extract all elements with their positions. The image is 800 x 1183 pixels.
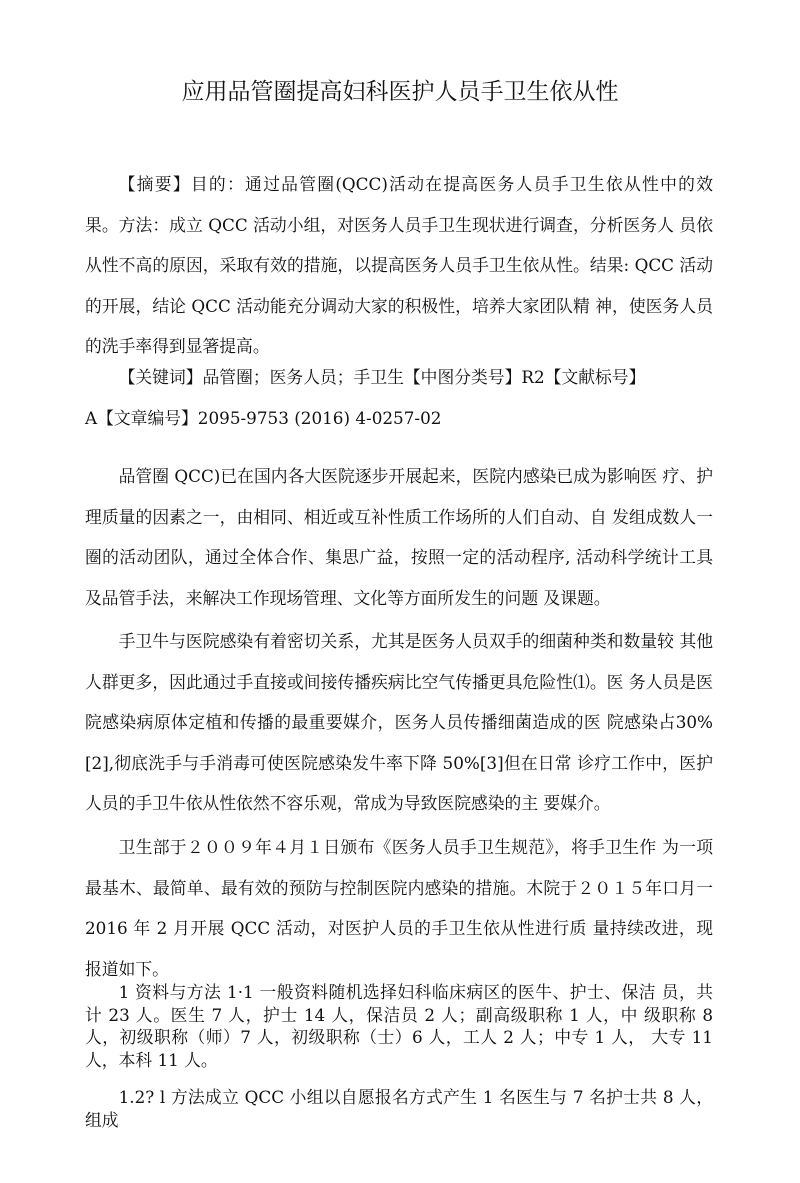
section-1-2-paragraph: 1.2? l 方法成立 QCC 小组以自愿报名方式产生 1 名医生与 7 名护士共 8 人，组成 [85, 1087, 713, 1130]
body-paragraph: 卫生部于２００９年４月１日颁布《医务人员手卫生规范》，将手卫生作 为一项最基木、最简单、最有效的预防与控制医院内感染的措施。木院于２０１５年口月一2016 年 2 月开展 QCC 活动，对医护人员的手卫生依从性进行质 量持续改进，现报道如下。 [85, 837, 713, 979]
section-1-paragraph: 1 资料与方法 1·1 一般资料随机选择妇科临床病区的医牛、护士、保洁 员，共计 23 人。医生 7 人，护士 14 人，保洁员 2 人；副高级职称 1 人，中 级职称 8 人，初级职称（师）7 人，初级职称（士）6 人，工人 2 人；中专 1 人， 大专 11 人，本科 11 人。 [85, 982, 713, 1070]
body-paragraph: 手卫牛与医院感染有着密切关系，尤其是医务人员双手的细菌种类和数量较 其他人群更多，因此通过手直接或间接传播疾病比空气传播更具危险性⑴。医 务人员是医院感染病原体定植和传播的最重要媒介，医务人员传播细菌造成的医 院感染占30%[2],彻底洗手与手消毒可使医院感染发牛率下降 50%[3]但在日常 诊疗工作中，医护人员的手卫牛依从性依然不容乐观，常成为导致医院感染的主 要媒介。 [85, 631, 713, 813]
keywords-line: 【关键词】品管圈；医务人员；手卫生【中图分类号】R2【文献标号】 [118, 367, 646, 387]
body-paragraph: 品管圈 QCC)已在国内各大医院逐步开展起来，医院内感染已成为影响医 疗、护理质量的因素之一，由相同、相近或互补性质工作场所的人们自动、自 发组成数人一圈的活动团队，通过全体合作、集思广益，按照一定的活动程序, 活动科学统计工具及品管手法，来解决工作现场管理、文化等方面所发生的问题 及课题。 [85, 466, 713, 608]
document-title: 应用品管圈提高妇科医护人员手卫生依从性 [181, 79, 619, 105]
abstract-paragraph: 【摘要】目的：通过品管圈(QCC)活动在提高医务人员手卫生依从性中的效 果。方法：成立 QCC 活动小组，对医务人员手卫生现状进行调查，分析医务人 员依从性不高的原因，采取有效的措施，以提高医务人员手卫生依从性。结果: QCC 活动的开展，结论 QCC 活动能充分调动大家的积极性，培养大家团队精 神，使医务人员的洗手率得到显箸提高。 [85, 174, 713, 356]
article-number-line: A【文章编号】2095-9753 (2016) 4-0257-02 [85, 408, 442, 428]
